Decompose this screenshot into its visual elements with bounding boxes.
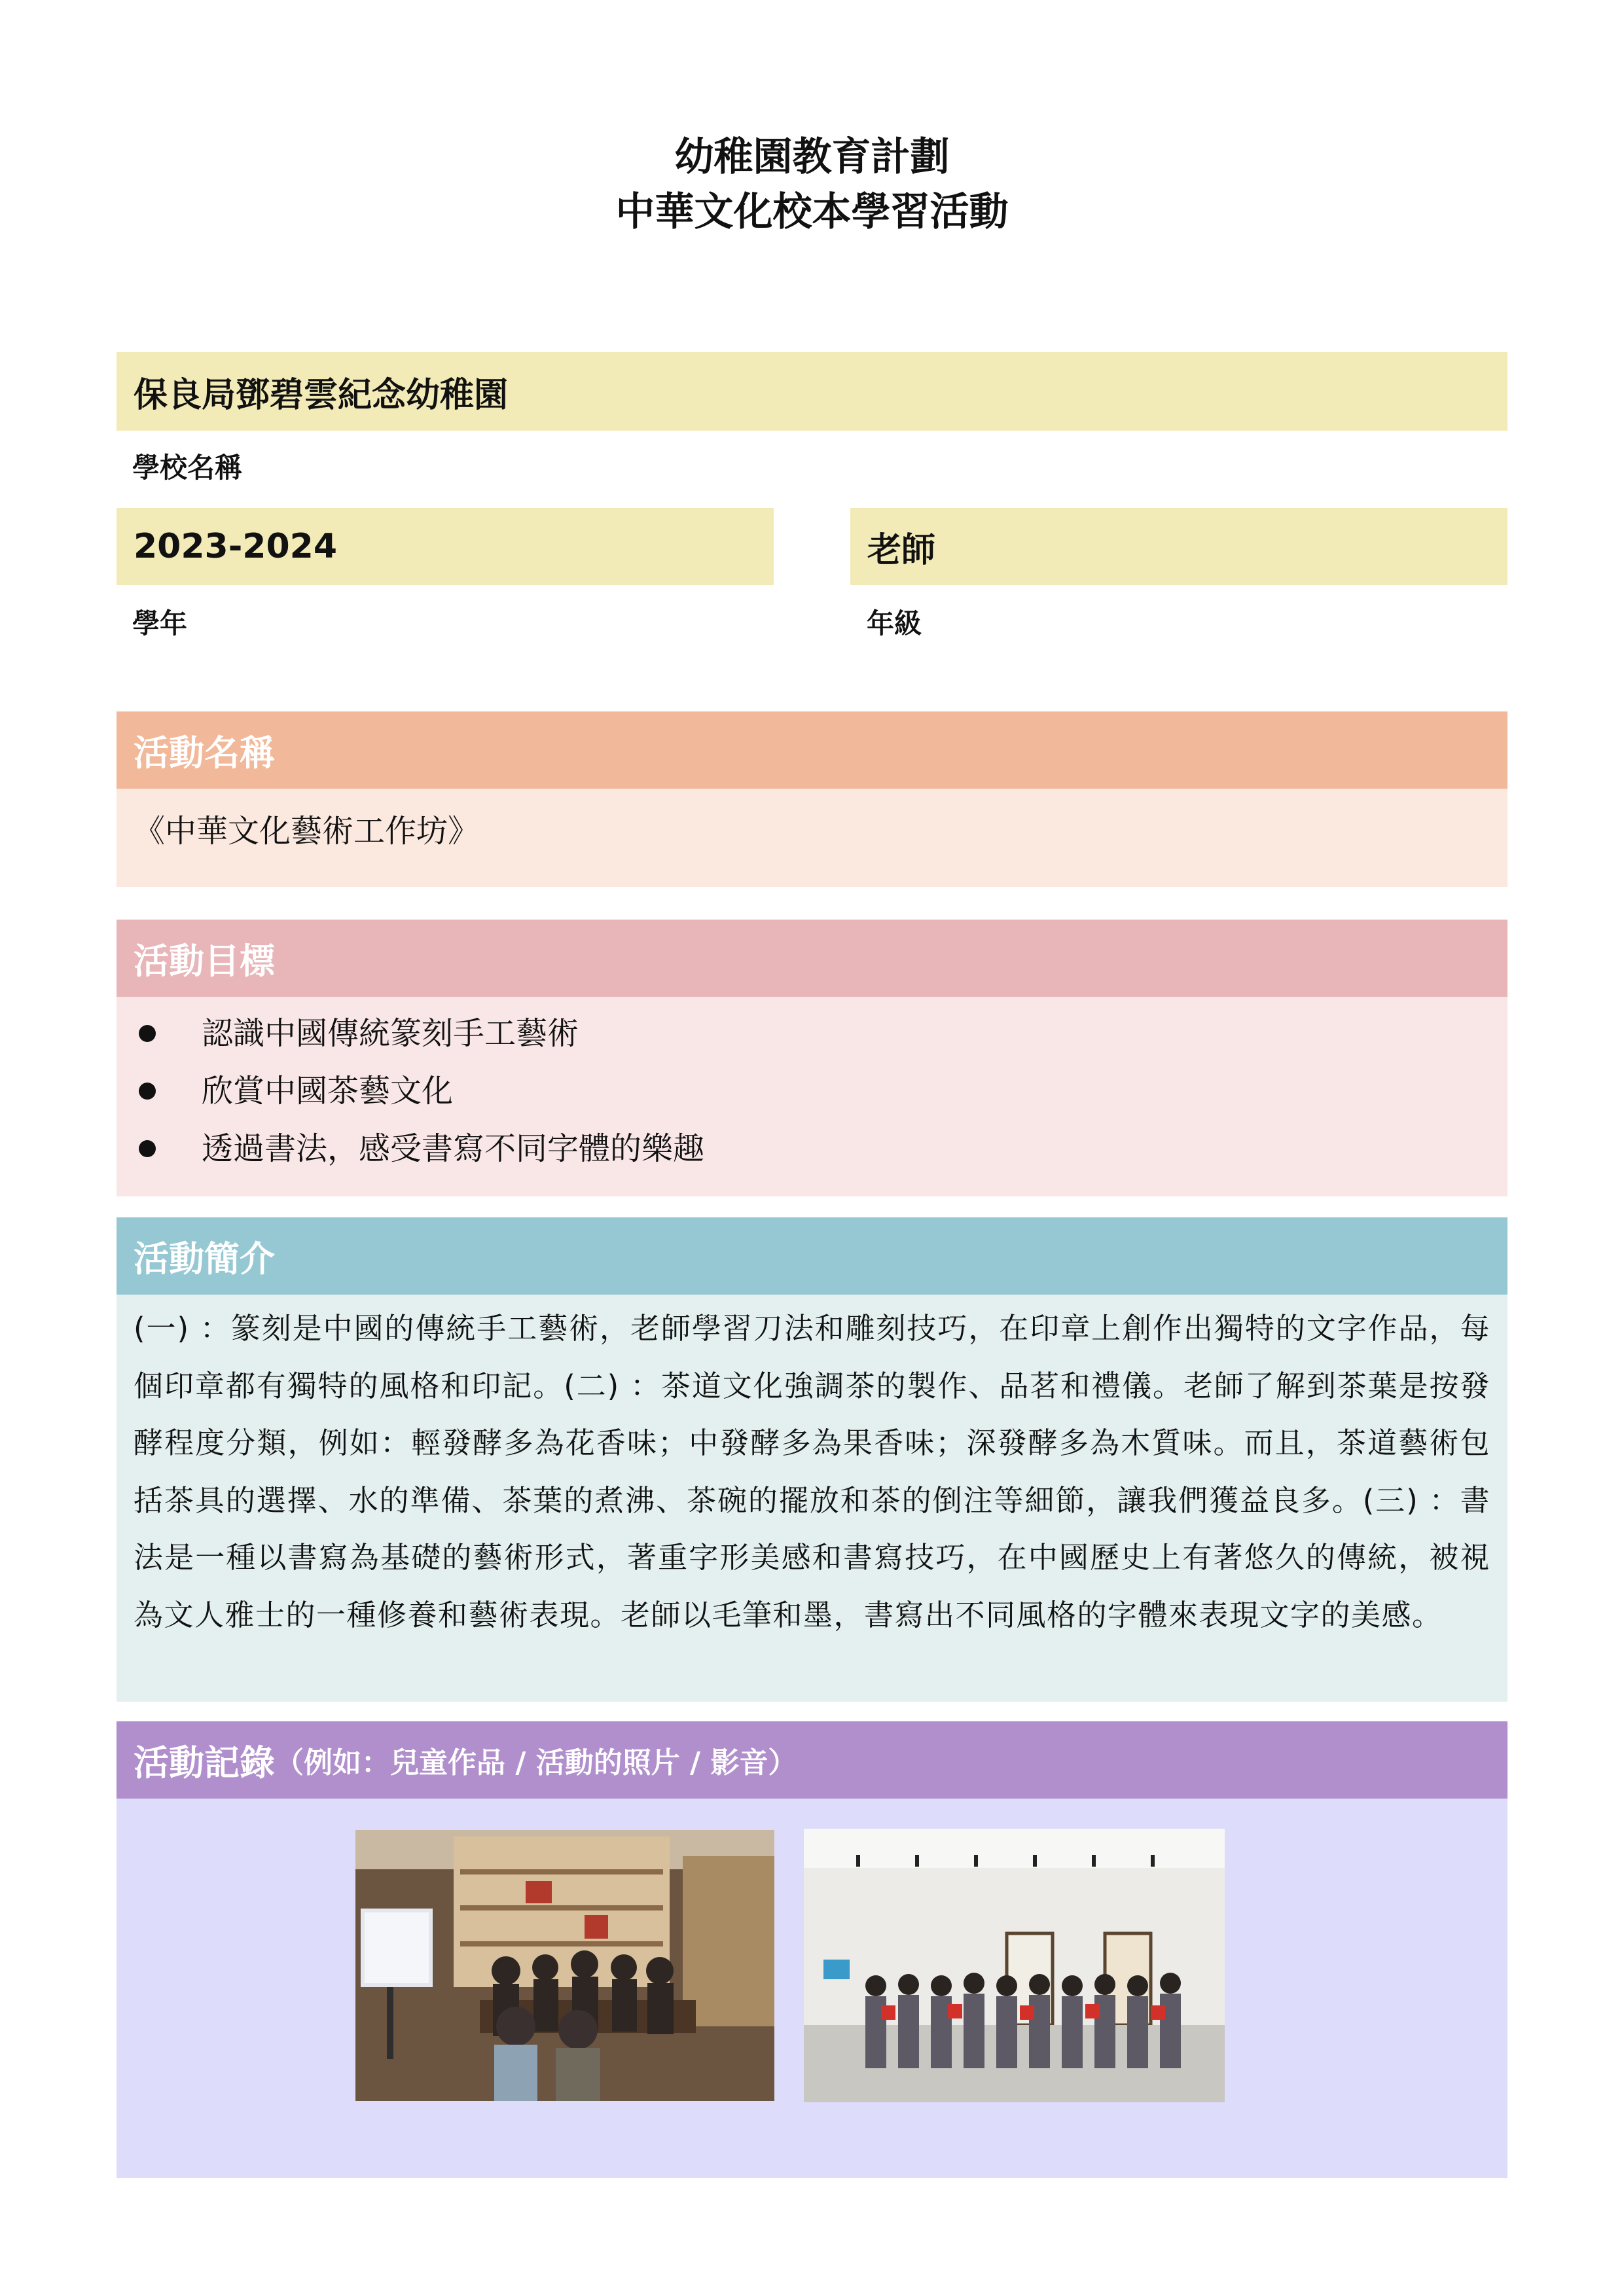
school-year-label: 學年 — [132, 607, 188, 639]
gallery-photo-image — [804, 1829, 1225, 2102]
school-name-field — [117, 352, 1507, 431]
activity-intro-body — [117, 1295, 1507, 1702]
school-name-value: 保良局鄧碧雲紀念幼稚園 — [134, 375, 509, 415]
activity-goals-body — [117, 997, 1507, 1196]
activity-name-body — [117, 789, 1507, 887]
activity-record-header — [117, 1721, 1507, 1799]
activity-intro-heading: 活動簡介 — [134, 1238, 275, 1280]
activity-record-subheading: （例如：兒童作品 / 活動的照片 / 影音） — [275, 1746, 797, 1780]
activity-name-header — [117, 711, 1507, 789]
school-name-label: 學校名稱 — [132, 452, 243, 484]
list-item — [134, 1062, 1507, 1120]
bullet-icon — [139, 1025, 156, 1042]
bullet-icon — [139, 1140, 156, 1157]
goal-text: 透過書法，感受書寫不同字體的樂趣 — [202, 1130, 705, 1167]
activity-record-heading: 活動記錄 — [134, 1742, 275, 1784]
activity-intro-header — [117, 1217, 1507, 1295]
gallery-group-photo — [804, 1829, 1225, 2102]
activity-goals-heading: 活動目標 — [134, 940, 275, 982]
school-year-field — [117, 508, 774, 585]
grade-label: 年級 — [867, 607, 922, 639]
list-item — [134, 1005, 1507, 1062]
title-line-1: 幼稚園教育計劃 — [674, 134, 950, 180]
activity-goals-header — [117, 920, 1507, 997]
goal-text: 認識中國傳統篆刻手工藝術 — [202, 1015, 579, 1052]
activity-name-heading: 活動名稱 — [134, 732, 275, 774]
school-year-value: 2023-2024 — [134, 527, 338, 566]
list-item — [134, 1120, 1507, 1177]
activity-record-body — [117, 1799, 1507, 2178]
activity-intro-text: (一) ：篆刻是中國的傳統手工藝術，老師學習刀法和雕刻技巧，在印章上創作出獨特的文字作品，每個印章都有獨特的風格和印記。(二) ：茶道文化強調茶的製作、品茗和禮儀。老師了解到茶葉是按發酵程度分類，例如：輕發酵多為花香味；中發酵多為果香味；深發酵多為木質味。而且，茶道藝術包括茶具的選擇、水的準備、茶葉的煮沸、茶碗的擺放和茶的倒注等細節，讓我們獲益良多。(三) ：書法是一種以書寫為基礎的藝術形式，著重字形美感和書寫技巧，在中國歷史上有著悠久的傳統，被視為文人雅士的一種修養和藝術表現。老師以毛筆和墨，書寫出不同風格的字體來表現文字的美感。 — [134, 1311, 1490, 1632]
activity-name-value: 《中華文化藝術工作坊》 — [134, 813, 480, 850]
tea-room-photo-image — [355, 1830, 774, 2101]
bullet-icon — [139, 1083, 156, 1100]
goal-text: 欣賞中國茶藝文化 — [202, 1073, 454, 1109]
title-line-2: 中華文化校本學習活動 — [615, 189, 1009, 235]
goals-list — [117, 997, 1507, 1177]
grade-value: 老師 — [867, 530, 936, 570]
grade-field — [850, 508, 1507, 585]
tea-room-group-photo — [355, 1830, 774, 2101]
document-title — [0, 130, 1624, 240]
